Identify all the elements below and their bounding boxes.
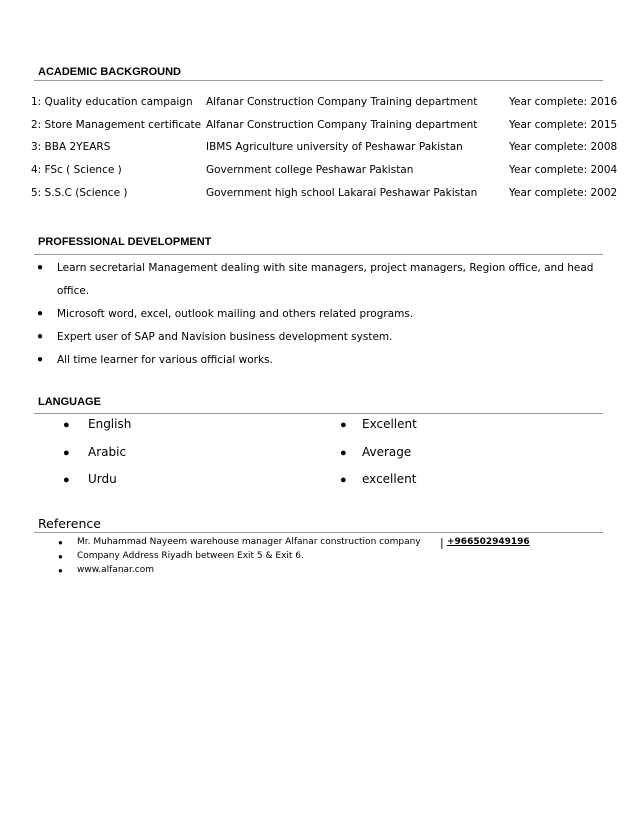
academic-divider	[34, 80, 603, 81]
language-name: English	[88, 417, 132, 431]
bullet-icon: ●	[37, 331, 44, 342]
academic-year: Year complete: 2015	[509, 119, 618, 131]
academic-course: 2: Store Management certificate	[31, 119, 202, 131]
academic-heading: ACADEMIC BACKGROUND	[38, 66, 181, 78]
bullet-icon: ●	[37, 308, 44, 319]
bullet-icon: ●	[58, 538, 63, 547]
bullet-icon: ●	[340, 419, 347, 431]
professional-item: All time learner for various official works.	[57, 354, 273, 366]
academic-course: 1: Quality education campaign	[31, 96, 193, 108]
academic-year: Year complete: 2002	[509, 187, 618, 199]
bullet-icon: ●	[340, 447, 347, 459]
professional-heading: PROFESSIONAL DEVELOPMENT	[38, 236, 212, 248]
academic-year: Year complete: 2008	[509, 141, 618, 153]
academic-institute: Alfanar Construction Company Training department	[206, 96, 478, 108]
academic-institute: IBMS Agriculture university of Peshawar Pakistan	[206, 141, 463, 153]
professional-item: Expert user of SAP and Navision business development system.	[57, 331, 393, 343]
academic-course: 4: FSc ( Science )	[31, 164, 122, 176]
bullet-icon: ●	[37, 354, 44, 365]
language-name: Urdu	[88, 472, 117, 486]
language-level: Excellent	[362, 417, 417, 431]
academic-year: Year complete: 2004	[509, 164, 618, 176]
reference-heading: Reference	[38, 516, 101, 531]
language-level: excellent	[362, 472, 417, 486]
reference-divider	[34, 532, 603, 533]
reference-website: www.alfanar.com	[77, 565, 154, 575]
reference-name: Mr. Muhammad Nayeem warehouse manager Alfanar construction company	[77, 537, 421, 547]
academic-institute: Alfanar Construction Company Training department	[206, 119, 478, 131]
professional-item: Microsoft word, excel, outlook mailing and others related programs.	[57, 308, 414, 320]
bullet-icon: ●	[37, 262, 44, 273]
reference-address: Company Address Riyadh between Exit 5 & Exit 6.	[77, 551, 304, 561]
language-name: Arabic	[88, 445, 127, 459]
language-heading: LANGUAGE	[38, 396, 101, 408]
bullet-icon: ●	[58, 566, 63, 575]
academic-institute: Government high school Lakarai Peshawar Pakistan	[206, 187, 478, 199]
professional-item: Learn secretarial Management dealing with site managers, project managers, Region office, and head	[57, 262, 594, 274]
academic-year: Year complete: 2016	[509, 96, 618, 108]
academic-institute: Government college Peshawar Pakistan	[206, 164, 414, 176]
language-divider	[34, 413, 603, 414]
reference-separator: |	[440, 536, 444, 549]
bullet-icon: ●	[58, 552, 63, 561]
reference-phone: +966502949196	[447, 537, 530, 547]
bullet-icon: ●	[63, 474, 70, 486]
bullet-icon: ●	[340, 474, 347, 486]
professional-item-continued: office.	[57, 285, 90, 297]
bullet-icon: ●	[63, 419, 70, 431]
language-level: Average	[362, 445, 412, 459]
academic-course: 3: BBA 2YEARS	[31, 141, 111, 153]
academic-course: 5: S.S.C (Science )	[31, 187, 128, 199]
bullet-icon: ●	[63, 447, 70, 459]
professional-divider	[34, 254, 603, 255]
